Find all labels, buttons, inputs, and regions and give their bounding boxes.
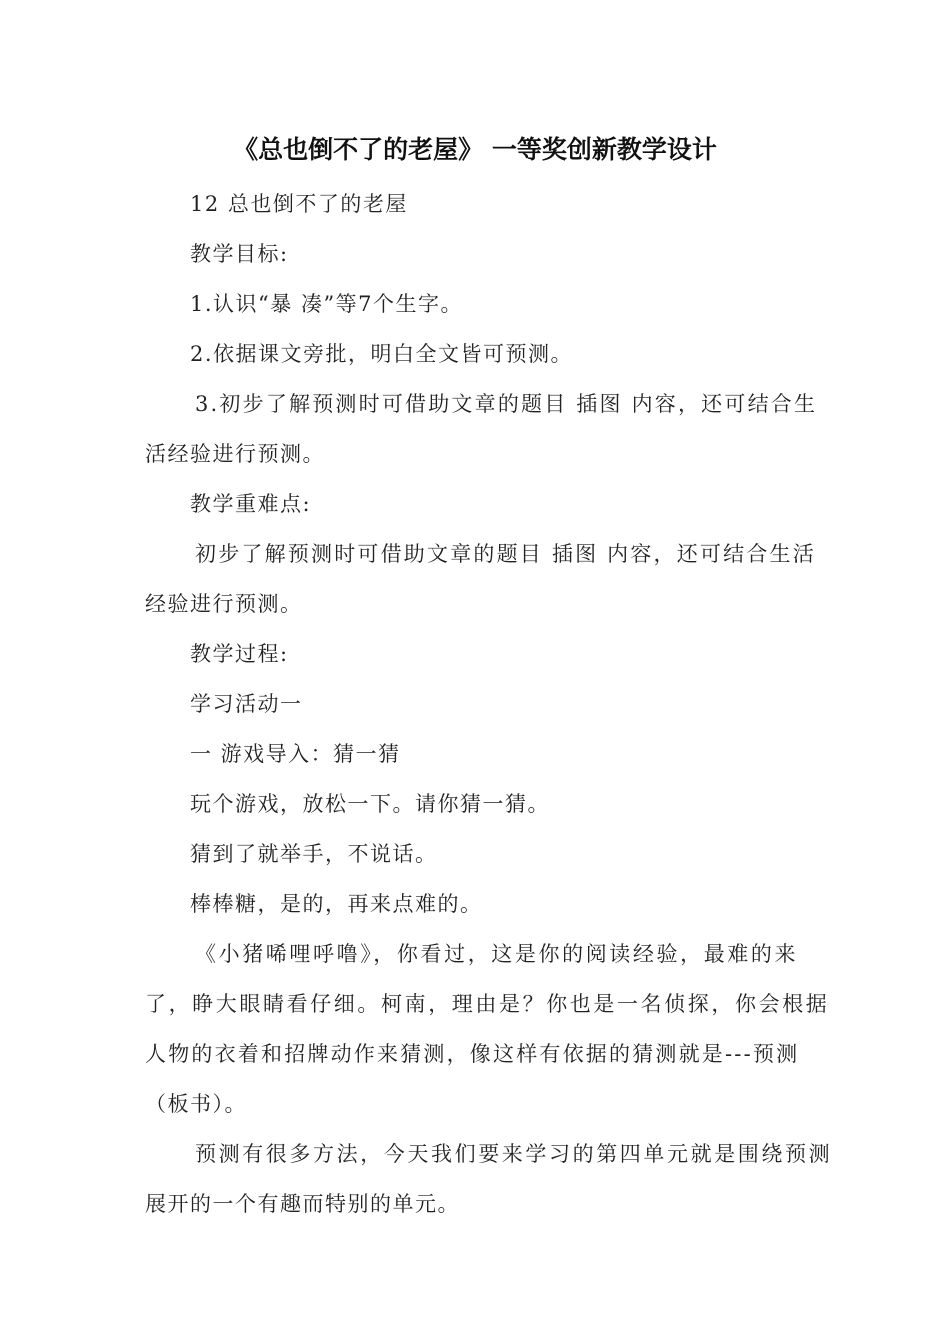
- paragraph: 猜到了就举手，不说话。: [190, 842, 438, 866]
- paragraph-line: 预测有很多方法，今天我们要来学习的第四单元就是围绕预测: [195, 1142, 833, 1166]
- key-points-heading: 教学重难点:: [190, 492, 312, 516]
- objective-2: 2.依据课文旁批，明白全文皆可预测。: [190, 342, 574, 366]
- paragraph: 玩个游戏，放松一下。请你猜一猜。: [190, 792, 550, 816]
- paragraph-line: 展开的一个有趣而特别的单元。: [145, 1192, 460, 1216]
- lesson-heading: 12 总也倒不了的老屋: [190, 192, 408, 216]
- paragraph-line: （板书）。: [145, 1092, 247, 1116]
- activity-heading: 学习活动一: [190, 692, 303, 716]
- section-heading: 一 游戏导入：猜一猜: [190, 742, 401, 766]
- objectives-heading: 教学目标:: [190, 242, 289, 266]
- objective-3-line-1: 3.初步了解预测时可借助文章的题目 插图 内容，还可结合生: [195, 392, 818, 416]
- key-points-line-2: 经验进行预测。: [145, 592, 303, 616]
- paragraph-line: 《小猪唏哩呼噜》，你看过，这是你的阅读经验，最难的来: [195, 942, 799, 966]
- process-heading: 教学过程:: [190, 642, 289, 666]
- key-points-line-1: 初步了解预测时可借助文章的题目 插图 内容，还可结合生活: [195, 542, 816, 566]
- objective-1: 1.认识“暴 凑”等7个生字。: [190, 292, 464, 316]
- objective-3-line-2: 活经验进行预测。: [145, 442, 325, 466]
- paragraph-line: 了，睁大眼睛看仔细。柯南，理由是？你也是一名侦探，你会根据: [145, 992, 830, 1016]
- paragraph-line: 人物的衣着和招牌动作来猜测，像这样有依据的猜测就是---预测: [145, 1042, 800, 1066]
- paragraph: 棒棒糖，是的，再来点难的。: [190, 892, 483, 916]
- document-title: 《总也倒不了的老屋》 一等奖创新教学设计: [233, 135, 717, 164]
